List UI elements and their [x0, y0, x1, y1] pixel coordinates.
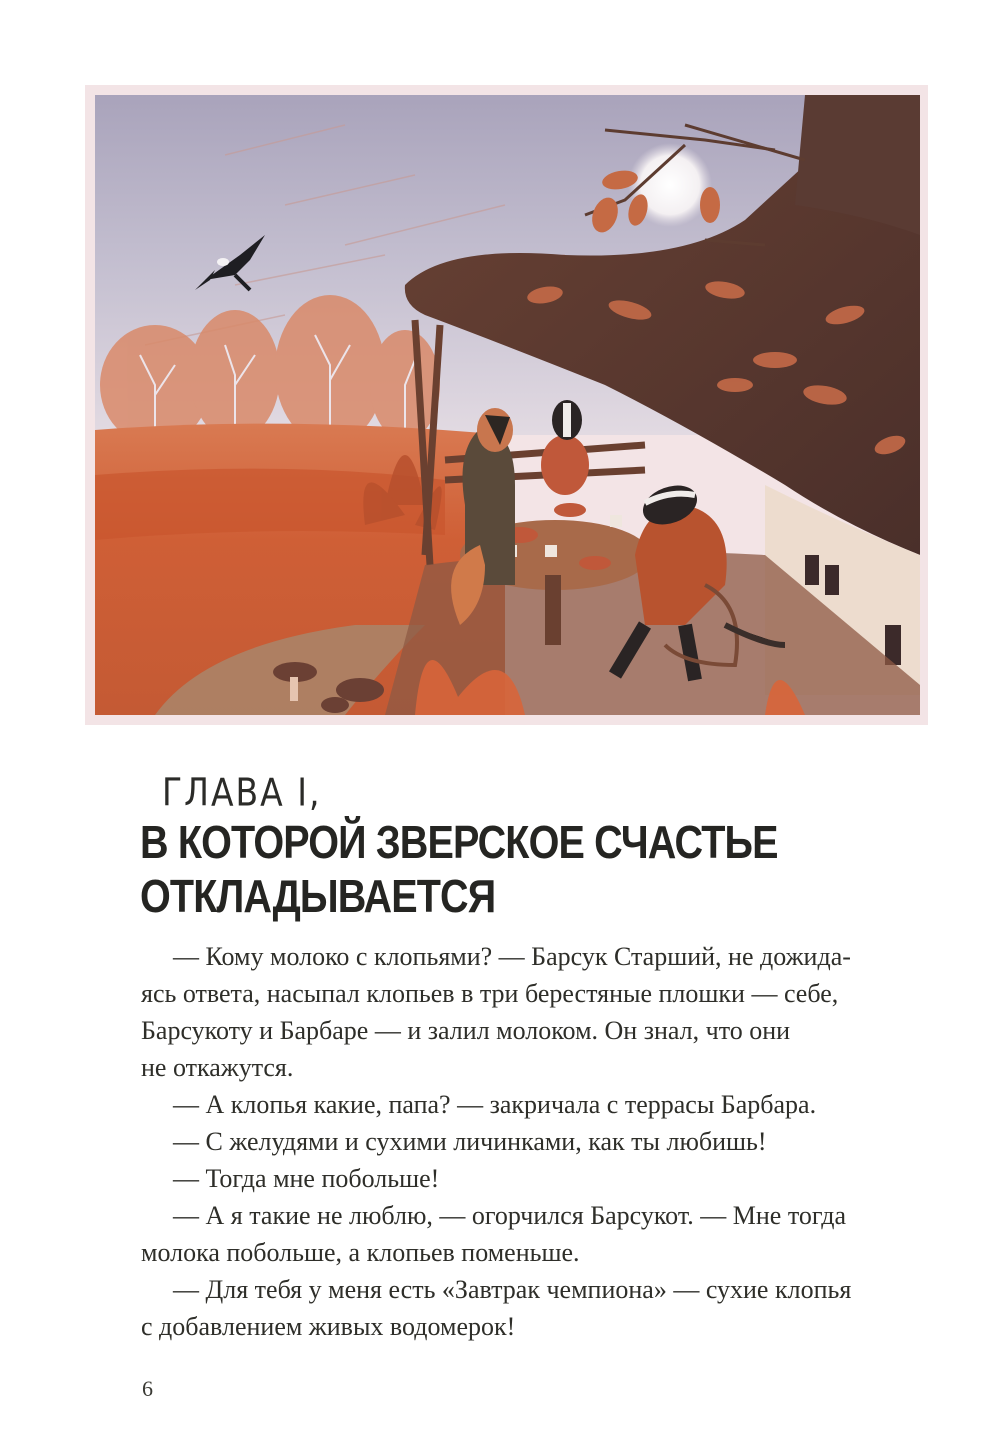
badger-breakfast-illustration [85, 85, 928, 725]
dialogue-line: с добавлением живых водомерок! [141, 1312, 516, 1341]
paragraph-line: — Кому молоко с клопьями? — Барсук Старший, не дожида- [173, 942, 851, 971]
dialogue-line: — А клопья какие, папа? — закричала с террасы Барбара. [173, 1090, 817, 1119]
page-number: 6 [142, 1376, 153, 1401]
chapter-illustration [85, 85, 928, 725]
chapter-number: ГЛАВА I, [162, 770, 322, 815]
paragraph-line: Барсукоту и Барбаре — и залил молоком. Он знал, что они [141, 1016, 791, 1045]
dialogue-line: — Для тебя у меня есть «Завтрак чемпиона» — сухие клопья [173, 1275, 852, 1304]
dialogue-line: — Тогда мне побольше! [173, 1164, 440, 1193]
paragraph-line: ясь ответа, насыпал клопьев в три берестяные плошки — себе, [141, 979, 839, 1008]
dialogue-line: — С желудями и сухими личинками, как ты любишь! [173, 1127, 767, 1156]
dialogue-line: молока побольше, а клопьев поменьше. [141, 1238, 580, 1267]
chapter-title [140, 815, 794, 923]
chapter-body [141, 938, 931, 1345]
dialogue-line: — А я такие не люблю, — огорчился Барсукот. — Мне тогда [173, 1201, 846, 1230]
chapter-title-line: В КОТОРОЙ ЗВЕРСКОЕ СЧАСТЬЕ [140, 816, 778, 868]
chapter-title-line: ОТКЛАДЫВАЕТСЯ [140, 870, 496, 922]
paragraph-line: не откажутся. [141, 1053, 294, 1082]
